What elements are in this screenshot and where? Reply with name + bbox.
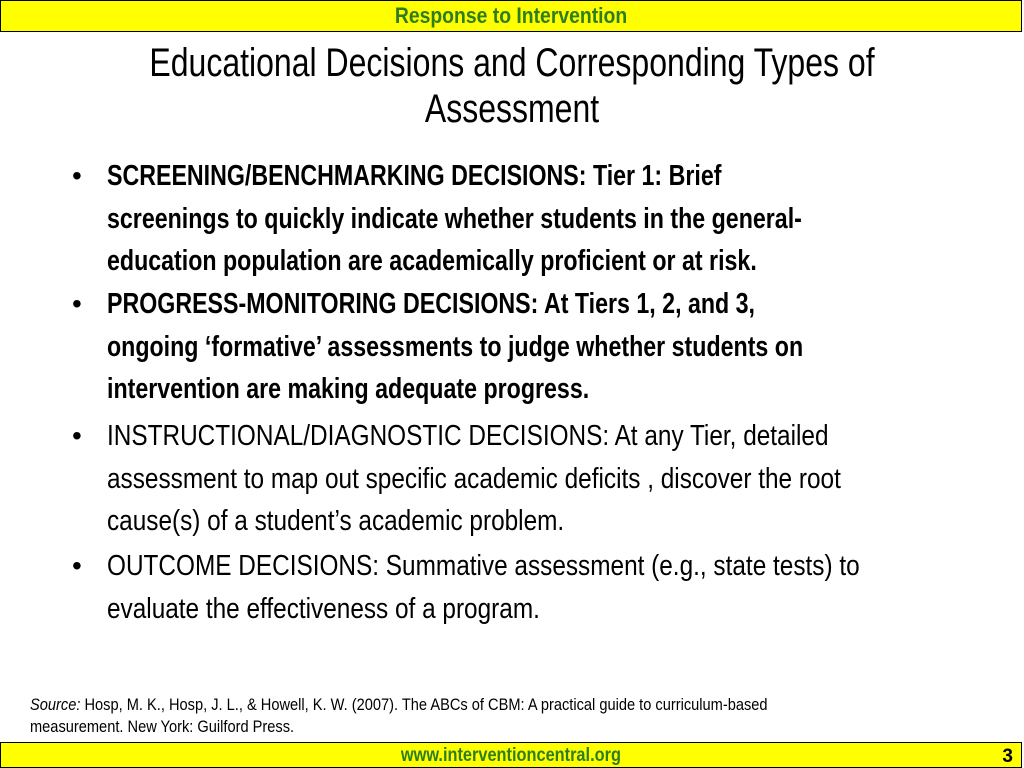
source-citation [30,694,888,738]
bullet-line: INSTRUCTIONAL/DIAGNOSTIC DECISIONS: At any Tier, detailed [107,420,829,452]
footer-url-link[interactable]: www.interventioncentral.org [400,745,622,766]
bullet-dot-icon: • [72,550,82,581]
source-label: Source: [30,695,81,714]
bullet-dot-icon: • [72,420,82,451]
bullet-text [107,415,981,543]
bullet-line: intervention are making adequate progress. [107,373,590,405]
bullet-line: evaluate the effectiveness of a program. [107,592,540,625]
bullet-line: assessment to map out specific academic deficits , discover the root [107,462,841,495]
bullet-line: SCREENING/BENCHMARKING DECISIONS: Tier 1: Brief [107,160,722,192]
bullet-line: education population are academically proficient or at risk. [107,245,757,277]
page-number: 3 [1002,746,1013,767]
bullet-line: screenings to quickly indicate whether students in the general- [107,202,802,235]
bullet-line: cause(s) of a student’s academic problem. [107,505,565,537]
bullet-line: OUTCOME DECISIONS: Summative assessment (e.g., state tests) to [107,550,860,582]
source-line-2: measurement. New York: Guilford Press. [30,717,295,736]
bullet-text [107,283,977,411]
bullet-line: ongoing ‘formative’ assessments to judge whether students on [107,330,804,363]
bullet-dot-icon: • [72,160,82,191]
footer-bar [0,742,1022,768]
bullet-text [107,545,1003,630]
slide-title-line-1: Educational Decisions and Corresponding Types of [149,41,875,85]
source-line-1: Hosp, M. K., Hosp, J. L., & Howell, K. W. (2007). The ABCs of CBM: A practical guide to curriculum-based [80,695,768,714]
header-title: Response to Intervention [394,3,628,28]
bullet-line: PROGRESS-MONITORING DECISIONS: At Tiers 1, 2, and 3, [107,288,756,320]
slide-title-line-2: Assessment [424,87,600,131]
bullet-text [107,155,976,283]
slide-title [0,40,1024,132]
bullet-dot-icon: • [72,288,82,319]
header-bar [0,0,1022,32]
